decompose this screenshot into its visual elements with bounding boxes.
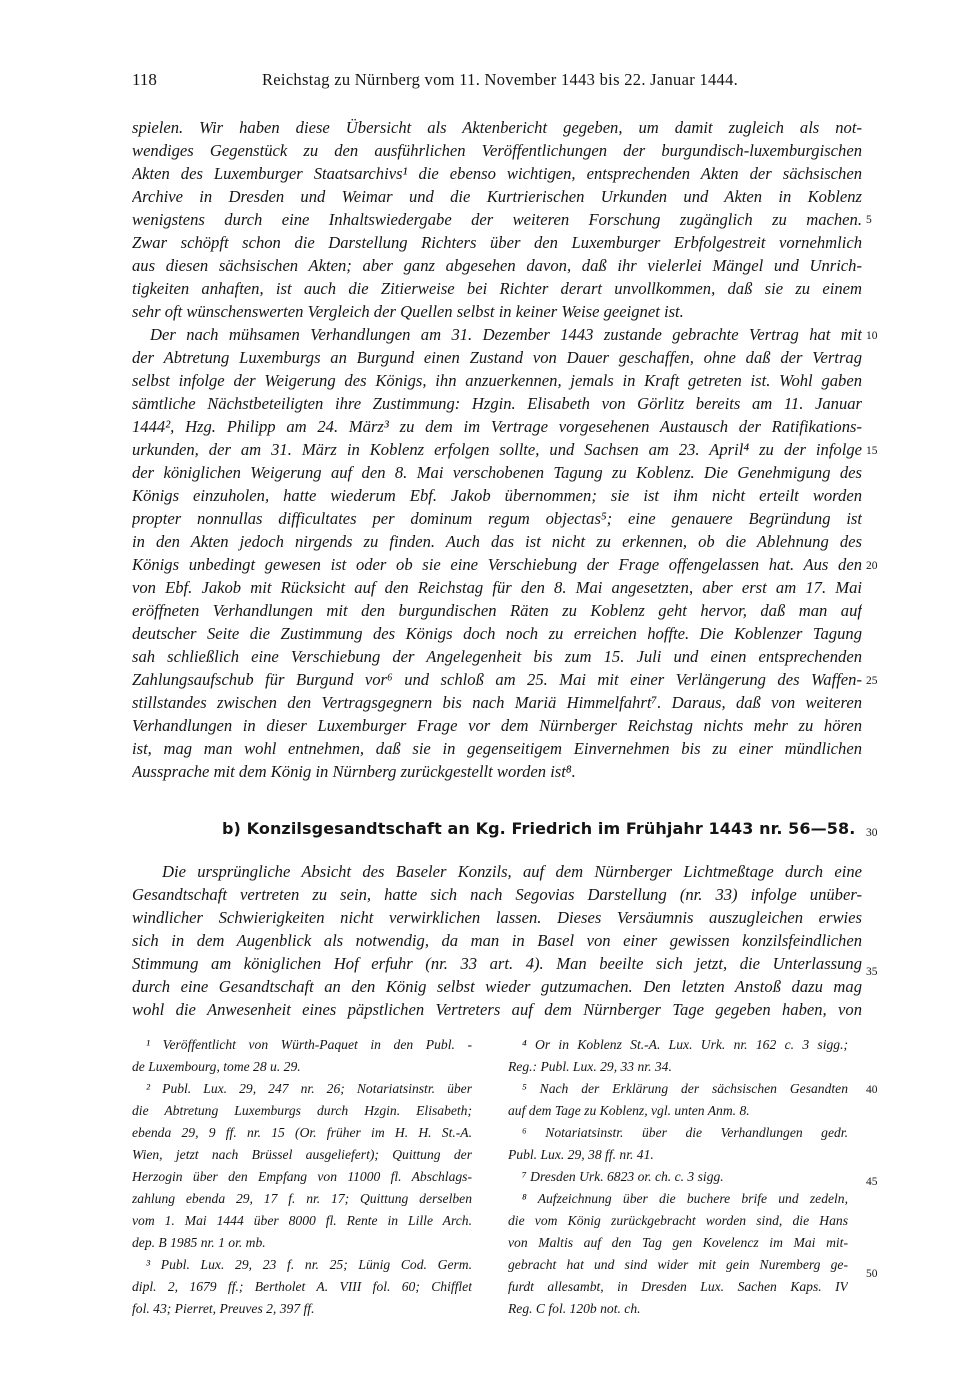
footnote-line: ⁸ Aufzeichnung über die buchere brife und zedeln, — [522, 1191, 848, 1206]
body-line: eröffneten Verhandlungen mit den burgundischen Räten zu Koblenz geht hervor, daß man auf — [132, 601, 862, 620]
body-line: wenigstens durch eine Inhaltswiedergabe der weiteren Forschung zugänglich zu machen. — [132, 210, 862, 229]
footnote-line: gebracht hat und sind wider mit gein Nuremberg ge- — [508, 1257, 848, 1272]
body-line: spielen. Wir haben diese Übersicht als Aktenbericht gegeben, um damit zugleich als not- — [132, 118, 862, 137]
footnote-line: dep. B 1985 nr. 1 or. mb. — [132, 1235, 266, 1250]
footnote-line: Wien, jetzt nach Brüssel ausgeliefert); Quittung der — [132, 1147, 472, 1162]
footnote-line: furdt allesambt, in Dresden Lux. Sachen Kaps. IV — [508, 1279, 848, 1294]
body-line: Archive in Dresden und Weimar und die Kurtrierischen Urkunden und Akten in Koblenz — [132, 187, 862, 206]
footnote-line: ¹ Veröffentlicht von Würth-Paquet in den Publ. - — [146, 1037, 472, 1052]
body-line: sehr oft wünschenswerten Vergleich der Quellen selbst in keiner Weise geeignet ist. — [132, 302, 684, 321]
line-number: 5 — [866, 214, 872, 226]
body-line: 1444², Hzg. Philipp am 24. März³ zu dem im Vertrage vorgesehenen Austausch der Ratifikations- — [132, 417, 862, 436]
body-line: der Abtretung Luxemburgs an Burgund einen Zustand von Dauer geschaffen, ohne daß der Vertrag — [132, 348, 862, 367]
footnote-line: die Abtretung Luxemburgs durch Hzgin. Elisabeth; — [132, 1103, 472, 1118]
body-line: wendiges Gegenstück zu den ausführlichen Veröffentlichungen der burgundisch-luxemburgischen — [132, 141, 862, 160]
body-line: aus diesen sächsischen Akten; aber ganz abgesehen davon, daß ihr vielerlei Mängel und Unrich- — [132, 256, 862, 275]
page-number: 118 — [132, 70, 157, 89]
body-line: Verhandlungen in dieser Luxemburger Frage vor dem Nürnberger Reichstag nichts mehr zu hören — [132, 716, 862, 735]
footnote-line: ebenda 29, 9 ff. nr. 15 (Or. früher im H. H. St.-A. — [132, 1125, 472, 1140]
body-line: Königs einzuholen, hatte wiederum Ebf. Jakob übernommen; sie ist ihm nicht erteilt worden — [132, 486, 862, 505]
section-line: Die ursprüngliche Absicht des Baseler Konzils, auf dem Nürnberger Lichtmeßtage durch eine — [162, 862, 862, 881]
body-line: Zwar schöpft schon die Darstellung Richters über den Luxemburger Erbfolgestreit vornehmlich — [132, 233, 862, 252]
body-line: Königs unbedingt gewesen ist oder ob sie eine Verschiebung der Frage offengelassen hat. Aus den — [132, 555, 862, 574]
footnote-line: Reg. C fol. 120b not. ch. — [508, 1301, 641, 1316]
footnote-line: zahlung ebenda 29, 17 f. nr. 17; Quittung derselben — [132, 1191, 472, 1206]
body-line: stillstandes zwischen den Vertragsgegnern bis nach Mariä Himmelfahrt⁷. Daraus, daß von weiteren — [132, 693, 862, 712]
body-line: sah schließlich eine Verschiebung der Angelegenheit bis zum 15. Juli und einen entsprechenden — [132, 647, 862, 666]
line-number: 20 — [866, 560, 878, 572]
body-line: deutscher Seite die Zustimmung des Königs doch noch zu erreichen hoffte. Die Koblenzer Tagung — [132, 624, 862, 643]
body-line: Aussprache mit dem König in Nürnberg zurückgestellt worden ist⁸. — [132, 762, 576, 781]
footnote-line: von Maltis auf den Tag gen Kovelencz im Mai mit- — [508, 1235, 848, 1250]
line-number: 40 — [866, 1084, 878, 1096]
footnote-line: ⁷ Dresden Urk. 6823 or. ch. c. 3 sigg. — [522, 1169, 724, 1184]
section-line: wohl die Anwesenheit eines päpstlichen Vertreters auf dem Nürnberger Tage gegeben haben, von — [132, 1000, 862, 1019]
body-line: sämtliche Nächstbeteiligten ihre Zustimmung: Hzgin. Elisabeth von Görlitz bereits am 11. Januar — [132, 394, 862, 413]
body-line: Akten des Luxemburger Staatsarchivs¹ die ebenso wichtigen, entsprechenden Akten der sächsischen — [132, 164, 862, 183]
footnote-line: ² Publ. Lux. 29, 247 nr. 26; Notariatsinstr. über — [146, 1081, 472, 1096]
footnote-line: Reg.: Publ. Lux. 29, 33 nr. 34. — [508, 1059, 672, 1074]
footnote-line: fol. 43; Pierret, Preuves 2, 397 ff. — [132, 1301, 315, 1316]
section-line: Stimmung am königlichen Hof erfuhr (nr. 33 art. 4). Man beeilte sich jetzt, die Unterlassung — [132, 954, 862, 973]
line-number: 15 — [866, 445, 878, 457]
footnote-line: ⁴ Or in Koblenz St.-A. Lux. Urk. nr. 162 c. 3 sigg.; — [522, 1037, 848, 1052]
body-line: urkunden, der am 31. März in Koblenz erfolgen sollte, und Sachsen am 23. April⁴ zu der infolge — [132, 440, 862, 459]
running-head: Reichstag zu Nürnberg vom 11. November 1443 bis 22. Januar 1444. — [262, 70, 739, 89]
line-number: 35 — [866, 966, 878, 978]
footnote-line: dipl. 2, 1679 ff.; Bertholet A. VIII fol. 60; Chifflet — [132, 1279, 472, 1294]
body-line: von Ebf. Jakob mit Rücksicht auf den Reichstag für den 8. Mai angesetzten, aber erst am 17. Mai — [132, 578, 862, 597]
line-number: 50 — [866, 1268, 878, 1280]
line-number: 45 — [866, 1176, 878, 1188]
line-number: 30 — [866, 827, 878, 839]
footnote-line: ³ Publ. Lux. 29, 23 f. nr. 25; Lünig Cod. Germ. — [146, 1257, 472, 1272]
section-line: durch eine Gesandtschaft an den König selbst wieder gutzumachen. Den letzten Anstoß dazu mag — [132, 977, 862, 996]
body-line: ist, mag man wohl entnehmen, daß sie in gegenseitigem Einvernehmen bis zu einer mündlichen — [132, 739, 862, 758]
body-line: selbst infolge der Weigerung des Königs, ihn anzuerkennen, jemals in Kraft getreten ist. Wohl gaben — [132, 371, 862, 390]
section-line: sich in dem Augenblick als notwendig, da man in Basel von einer gewissen konzilsfeindlichen — [132, 931, 862, 950]
footnote-line: auf dem Tage zu Koblenz, vgl. unten Anm. 8. — [508, 1103, 750, 1118]
body-line: Zahlungsaufschub für Burgund vor⁶ und schloß am 25. Mai mit einer Verlängerung des Waffen- — [132, 670, 862, 689]
body-line: in den Akten jedoch nirgends zu finden. Auch das ist nicht zu erkennen, ob die Ablehnung des — [132, 532, 862, 551]
footnote-line: de Luxembourg, tome 28 u. 29. — [132, 1059, 301, 1074]
line-number: 10 — [866, 330, 878, 342]
page-header — [132, 70, 862, 96]
body-line: der königlichen Weigerung auf den 8. Mai verschobenen Tagung zu Koblenz. Die Genehmigung des — [132, 463, 862, 482]
body-line: tigkeiten anhaften, ist auch die Zitierweise bei Richter derart unvollkommen, daß sie zu einem — [132, 279, 862, 298]
footnote-line: Publ. Lux. 29, 38 ff. nr. 41. — [508, 1147, 654, 1162]
footnote-line: Herzogin über den Empfang von 11000 fl. Abschlags- — [132, 1169, 472, 1184]
section-heading: b) Konzilsgesandtschaft an Kg. Friedrich im Frühjahr 1443 nr. 56—58. — [222, 819, 856, 838]
line-number: 25 — [866, 675, 878, 687]
footnote-line: vom 1. Mai 1444 über 8000 fl. Rente in Lille Arch. — [132, 1213, 472, 1228]
body-line: propter nonnullas difficultates per dominum regum objectas⁵; eine genauere Begründung ist — [132, 509, 862, 528]
section-line: windlicher Schwierigkeiten nicht verwirklichen lassen. Dieses Versäumnis auszugleichen erwies — [132, 908, 862, 927]
footnote-line: ⁶ Notariatsinstr. über die Verhandlungen gedr. — [522, 1125, 848, 1140]
section-line: Gesandtschaft vertreten zu sein, hatte sich nach Segovias Darstellung (nr. 33) infolge unüber- — [132, 885, 862, 904]
body-line: Der nach mühsamen Verhandlungen am 31. Dezember 1443 zustande gebrachte Vertrag hat mit — [150, 325, 862, 344]
footnote-line: ⁵ Nach der Erklärung der sächsischen Gesandten — [522, 1081, 848, 1096]
footnote-line: die vom König zurückgebracht worden sind, die Hans — [508, 1213, 848, 1228]
